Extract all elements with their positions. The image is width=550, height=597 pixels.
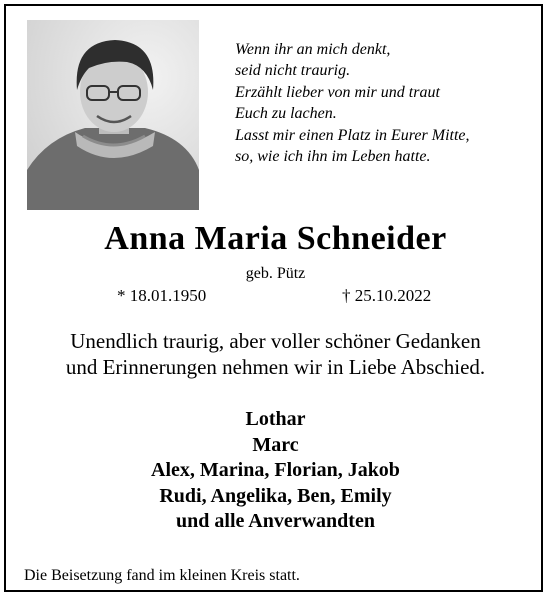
maiden-name: geb. Pütz <box>245 265 306 282</box>
burial-notice: Die Beisetzung fand im kleinen Kreis statt. <box>24 567 300 584</box>
poem-line: Lasst mir einen Platz in Eurer Mitte, <box>235 126 470 144</box>
family-line: Lothar <box>245 408 306 430</box>
portrait-photo <box>27 20 199 210</box>
family-line: Alex, Marina, Florian, Jakob <box>151 459 400 482</box>
poem-line: so, wie ich ihn im Leben hatte. <box>235 148 431 166</box>
family-signatures <box>6 407 545 535</box>
poem-line: seid nicht traurig. <box>235 62 351 80</box>
farewell-message <box>6 328 545 380</box>
obituary-card <box>4 4 543 592</box>
birth-date: * 18.01.1950 <box>117 286 207 305</box>
memorial-poem <box>235 39 535 167</box>
death-date: † 25.10.2022 <box>342 286 432 305</box>
family-line: Rudi, Angelika, Ben, Emily <box>159 484 392 507</box>
poem-line: Euch zu lachen. <box>235 105 337 123</box>
farewell-line: Unendlich traurig, aber voller schöner Gedanken <box>70 329 481 353</box>
poem-line: Wenn ihr an mich denkt, <box>235 41 391 58</box>
farewell-line: und Erinnerungen nehmen wir in Liebe Abschied. <box>65 355 486 379</box>
poem-line: Erzählt lieber von mir und traut <box>235 83 440 101</box>
family-line: Marc <box>252 433 299 456</box>
family-line: und alle Anverwandten <box>176 510 375 533</box>
deceased-name: Anna Maria Schneider <box>104 220 447 257</box>
